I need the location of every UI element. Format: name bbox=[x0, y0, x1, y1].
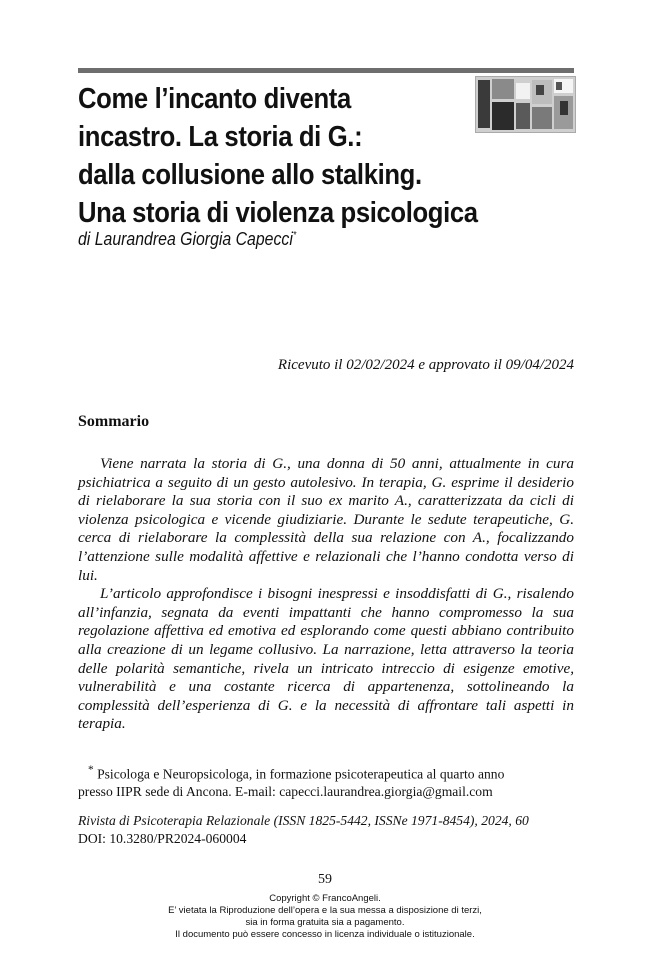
article-title bbox=[78, 80, 492, 232]
author-footnote-mark: * bbox=[292, 230, 297, 241]
journal-citation-block bbox=[78, 812, 574, 848]
header-rule bbox=[78, 68, 574, 73]
summary-abstract bbox=[78, 455, 574, 734]
title-line: Una storia di violenza psicologica bbox=[78, 197, 478, 229]
article-author bbox=[78, 229, 296, 250]
author-name: di Laurandrea Giorgia Capecci bbox=[78, 229, 293, 249]
doi: DOI: 10.3280/PR2024-060004 bbox=[78, 831, 247, 846]
copyright-notice bbox=[0, 893, 650, 941]
photo-collage bbox=[476, 77, 575, 132]
title-line: Come l’incanto diventa bbox=[78, 83, 351, 115]
journal-citation: Rivista di Psicoterapia Relazionale (ISSN 1825-5442, ISSNe 1971-8454), 2024, 60 bbox=[78, 813, 529, 828]
footnote-text: Psicologa e Neuropsicologa, in formazione psicoterapeutica al quarto anno bbox=[97, 766, 505, 782]
copyright-line: E’ vietata la Riproduzione dell’opera e la sua messa a disposizione di terzi, bbox=[168, 905, 482, 916]
title-line: incastro. La storia di G.: bbox=[78, 121, 363, 153]
page-number: 59 bbox=[318, 872, 332, 887]
abstract-paragraph: L’articolo approfondisce i bisogni inespressi e insoddisfatti di G., risalendo all’infanzia, segnata da eventi impattanti che hanno compromesso la sua regolazione affettiva ed emotiva ed esplorando come questi abbiano contribuito alla creazione di un legame collusivo. La narrazione, letta attraverso la teoria delle polarità semantiche, rivela un intricato intreccio di esigenze emotive, vulnerabilità e una costante ricerca di appartenenza, sottolineando la complessità dell’esperienza di G. e la necessità di affrontare tali aspetti in terapia. bbox=[78, 585, 574, 733]
footnote-line bbox=[78, 762, 574, 783]
summary-heading: Sommario bbox=[78, 413, 150, 430]
copyright-line: Copyright © FrancoAngeli. bbox=[269, 893, 381, 904]
footnote-line: presso IIPR sede di Ancona. E-mail: capecci.laurandrea.giorgia@gmail.com bbox=[78, 784, 493, 800]
header-photo bbox=[475, 76, 576, 133]
author-footnote bbox=[78, 762, 574, 801]
copyright-line: Il documento può essere concesso in licenza individuale o istituzionale. bbox=[175, 929, 475, 940]
title-line: dalla collusione allo stalking. bbox=[78, 159, 422, 191]
copyright-line: sia in forma gratuita sia a pagamento. bbox=[245, 917, 405, 928]
received-approved-dates: Ricevuto il 02/02/2024 e approvato il 09/04/2024 bbox=[277, 357, 574, 373]
abstract-paragraph: Viene narrata la storia di G., una donna di 50 anni, attualmente in cura psichiatrica a seguito di un gesto autolesivo. In terapia, G. esprime il desiderio di rielaborare la sua storia con il suo ex marito A., caratterizzata da cicli di violenza psicologica e vicende giudiziarie. Durante le sedute terapeutiche, G. cerca di rielaborare la complessità della sua relazione con A., focalizzando l’attenzione sulle modalità affettive e relazionali che l’hanno condotta verso di lui. bbox=[78, 455, 574, 584]
footnote-mark: * bbox=[88, 764, 94, 776]
